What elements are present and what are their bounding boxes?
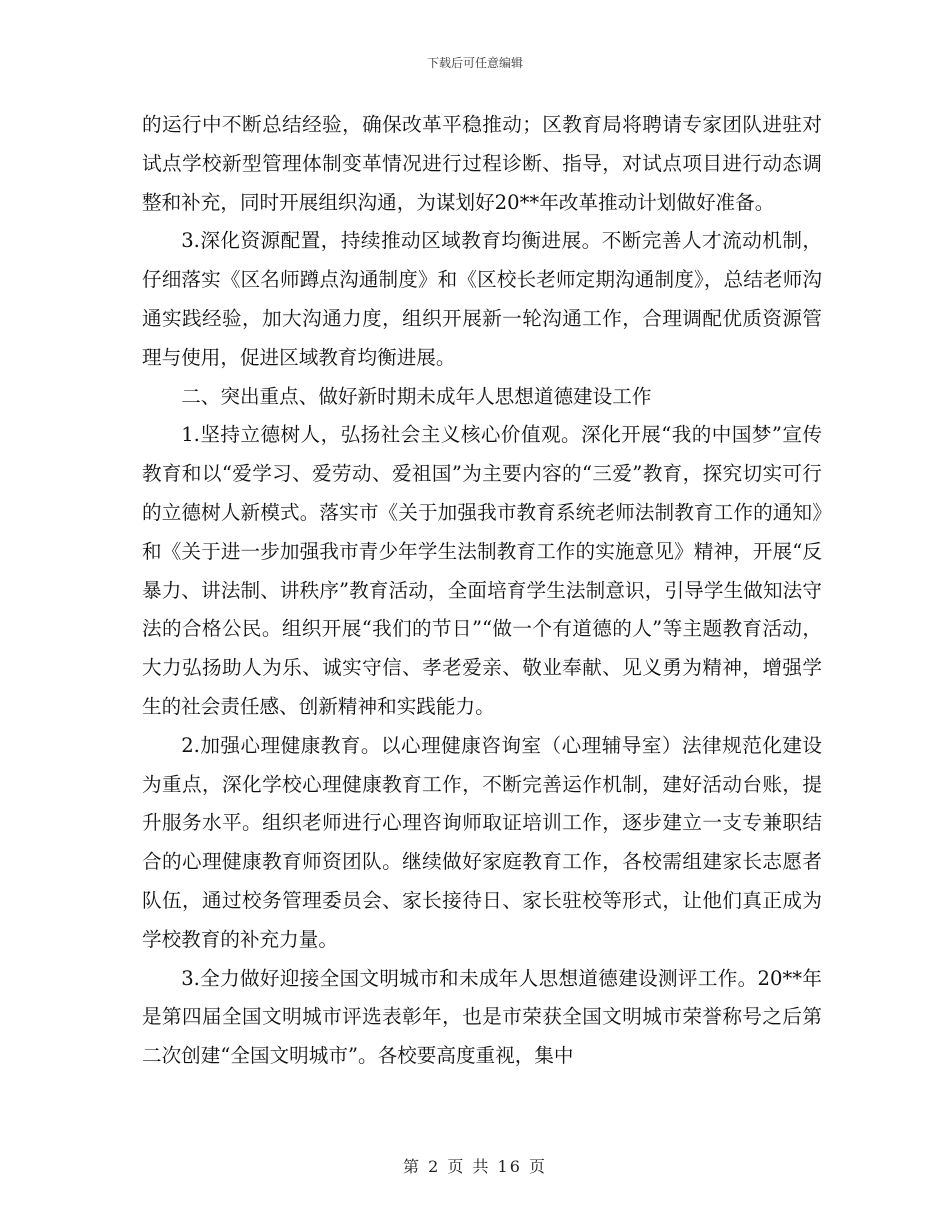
paragraph-mental-health: 2.加强心理健康教育。以心理健康咨询室（心理辅导室）法律规范化建设为重点，深化学校心理健康教育工作，不断完善运作机制，建好活动台账，提升服务水平。组织老师进行心理咨询师取证培训工作，逐步建立一支专兼职结合的心理健康教育师资团队。继续做好家庭教育工作，各校需组建家长志愿者队伍，通过校务管理委员会、家长接待日、家长驻校等形式，让他们真正成为学校教育的补充力量。 — [142, 733, 822, 951]
paragraph-civilized-city: 3.全力做好迎接全国文明城市和未成年人思想道德建设测评工作。20**年是第四届全国文明城市评选表彰年，也是市荣获全国文明城市荣誉称号之后第二次创建“全国文明城市”。各校要高度重视，集中 — [142, 966, 822, 1068]
section-heading: 二、突出重点、做好新时期未成年人思想道德建设工作 — [181, 384, 652, 408]
page-number: 第 2 页 共 16 页 — [403, 1157, 547, 1176]
paragraph-resource-allocation: 3.深化资源配置，持续推动区域教育均衡进展。不断完善人才流动机制，仔细落实《区名师蹲点沟通制度》和《区校长老师定期沟通制度》，总结老师沟通实践经验，加大沟通力度，组织开展新一轮沟通工作，合理调配优质资源管理与使用，促进区域教育均衡进展。 — [142, 229, 822, 369]
page-header-note: 下载后可任意编辑 — [426, 56, 523, 70]
paragraph-moral-education: 1.坚持立德树人，弘扬社会主义核心价值观。深化开展“我的中国梦”宣传教育和以“爱学习、爱劳动、爱祖国”为主要内容的“三爱”教育，探究切实可行的立德树人新模式。落实市《关于加强我市教育系统老师法制教育工作的通知》和《关于进一步加强我市青少年学生法制教育工作的实施意见》精神，开展“反暴力、讲法制、讲秩序”教育活动，全面培育学生法制意识，引导学生做知法守法的合格公民。组织开展“我们的节日”“做一个有道德的人”等主题教育活动，大力弘扬助人为乐、诚实守信、孝老爱亲、敬业奉献、见义勇为精神，增强学生的社会责任感、创新精神和实践能力。 — [142, 423, 822, 718]
paragraph-continuation: 的运行中不断总结经验，确保改革平稳推动；区教育局将聘请专家团队进驻对试点学校新型管理体制变革情况进行过程诊断、指导，对试点项目进行动态调整和补充，同时开展组织沟通，为谋划好20**年改革推动计划做好准备。 — [142, 113, 822, 214]
document-body — [142, 106, 822, 1076]
